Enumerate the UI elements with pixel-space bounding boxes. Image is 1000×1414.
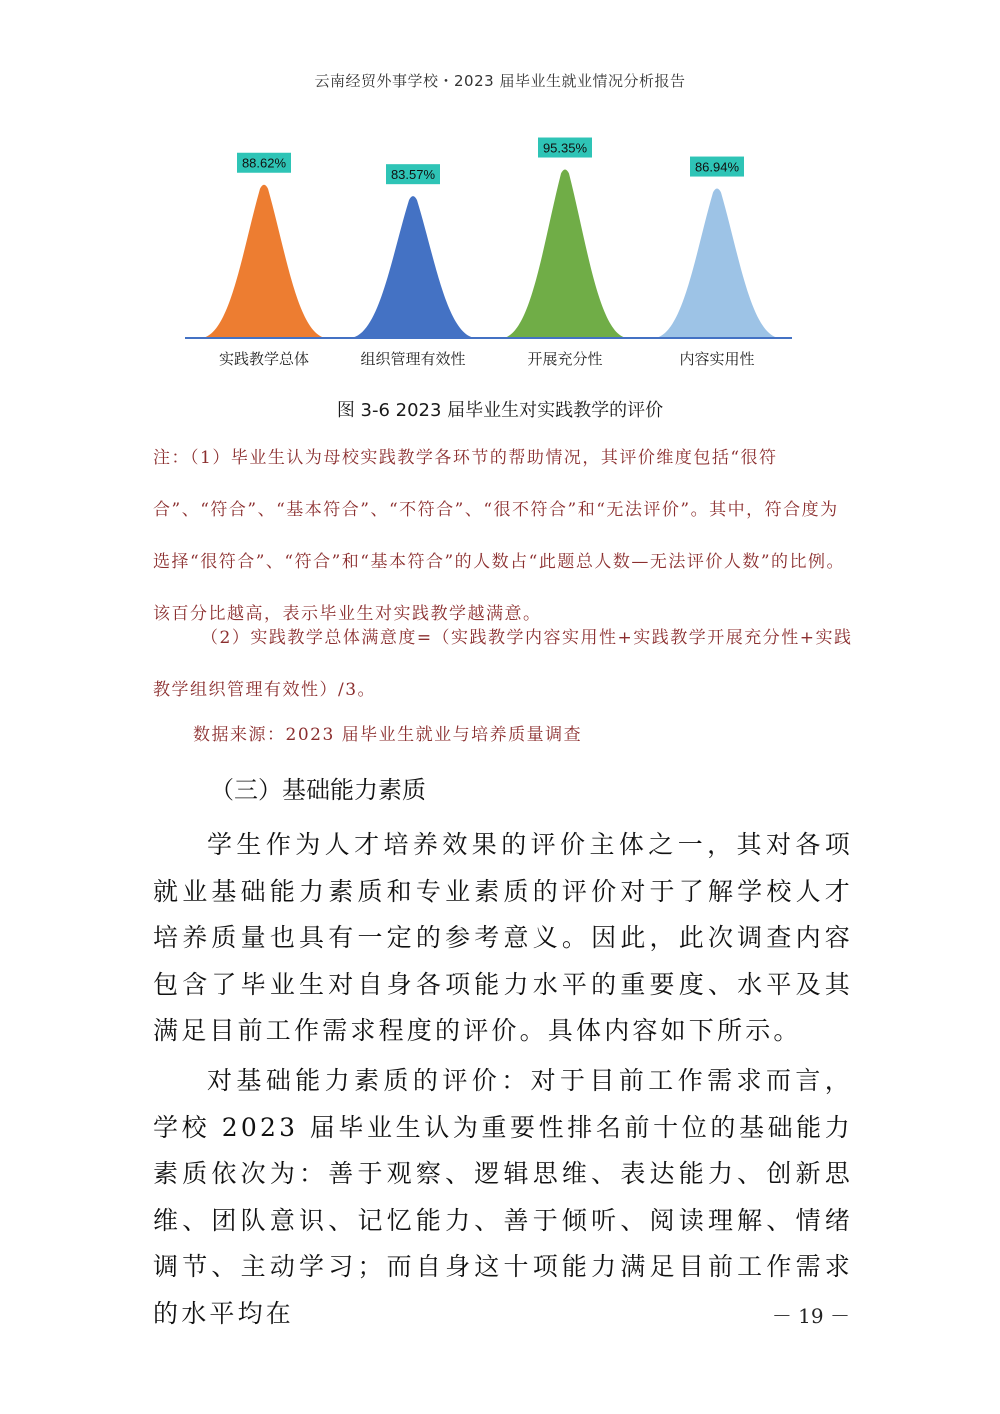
- value-label-3: 95.35%: [542, 140, 588, 156]
- section-title: （三）基础能力素质: [210, 776, 426, 804]
- note-1: 注：（1）毕业生认为母校实践教学各环节的帮助情况，其评价维度包括“很符合”、“符合”、“基本符合”、“不符合”、“很不符合”和“无法评价”。其中，符合度为选择“很符合”、“符合”和“基本符合”的人数占“此题总人数—无法评价人数”的比例。该百分比越高，表示毕业生对实践教学越满意。: [153, 448, 846, 624]
- note-2: （2）实践教学总体满意度=（实践教学内容实用性+实践教学开展充分性+实践教学组织管理有效性）/3。: [153, 628, 853, 700]
- page-number: － 19 －: [771, 1304, 850, 1328]
- category-label-1: 实践教学总体: [218, 350, 310, 368]
- running-header: 云南经贸外事学校・2023 届毕业生就业情况分析报告: [314, 72, 686, 90]
- value-label-1: 88.62%: [241, 155, 287, 171]
- value-label-2: 83.57%: [390, 167, 436, 183]
- body-paragraph-1: 学生作为人才培养效果的评价主体之一，其对各项就业基础能力素质和专业素质的评价对于了解学校人才培养质量也具有一定的参考意义。因此，此次调查内容包含了毕业生对自身各项能力水平的重要度、水平及其满足目前工作需求程度的评价。具体内容如下所示。: [153, 830, 853, 1045]
- data-source-note: 数据来源：2023 届毕业生就业与培养质量调查: [193, 725, 583, 745]
- category-label-2: 组织管理有效性: [360, 350, 466, 368]
- area-peak-3: [503, 170, 627, 338]
- area-peak-1: [202, 185, 326, 338]
- category-label-4: 内容实用性: [679, 350, 755, 368]
- value-label-4: 86.94%: [694, 159, 740, 175]
- area-peak-2: [351, 196, 475, 338]
- body-paragraph-2: 对基础能力素质的评价：对于目前工作需求而言，学校 2023 届毕业生认为重要性排名前十位的基础能力素质依次为：善于观察、逻辑思维、表达能力、创新思维、团队意识、记忆能力、善于倾听、阅读理解、情绪调节、主动学习；而自身这十项能力满足目前工作需求的水平均在: [153, 1066, 853, 1328]
- category-label-3: 开展充分性: [527, 350, 603, 368]
- practice-teaching-chart: [160, 135, 840, 385]
- area-peak-4: [655, 189, 779, 338]
- figure-caption: 图 3-6 2023 届毕业生对实践教学的评价: [336, 400, 664, 421]
